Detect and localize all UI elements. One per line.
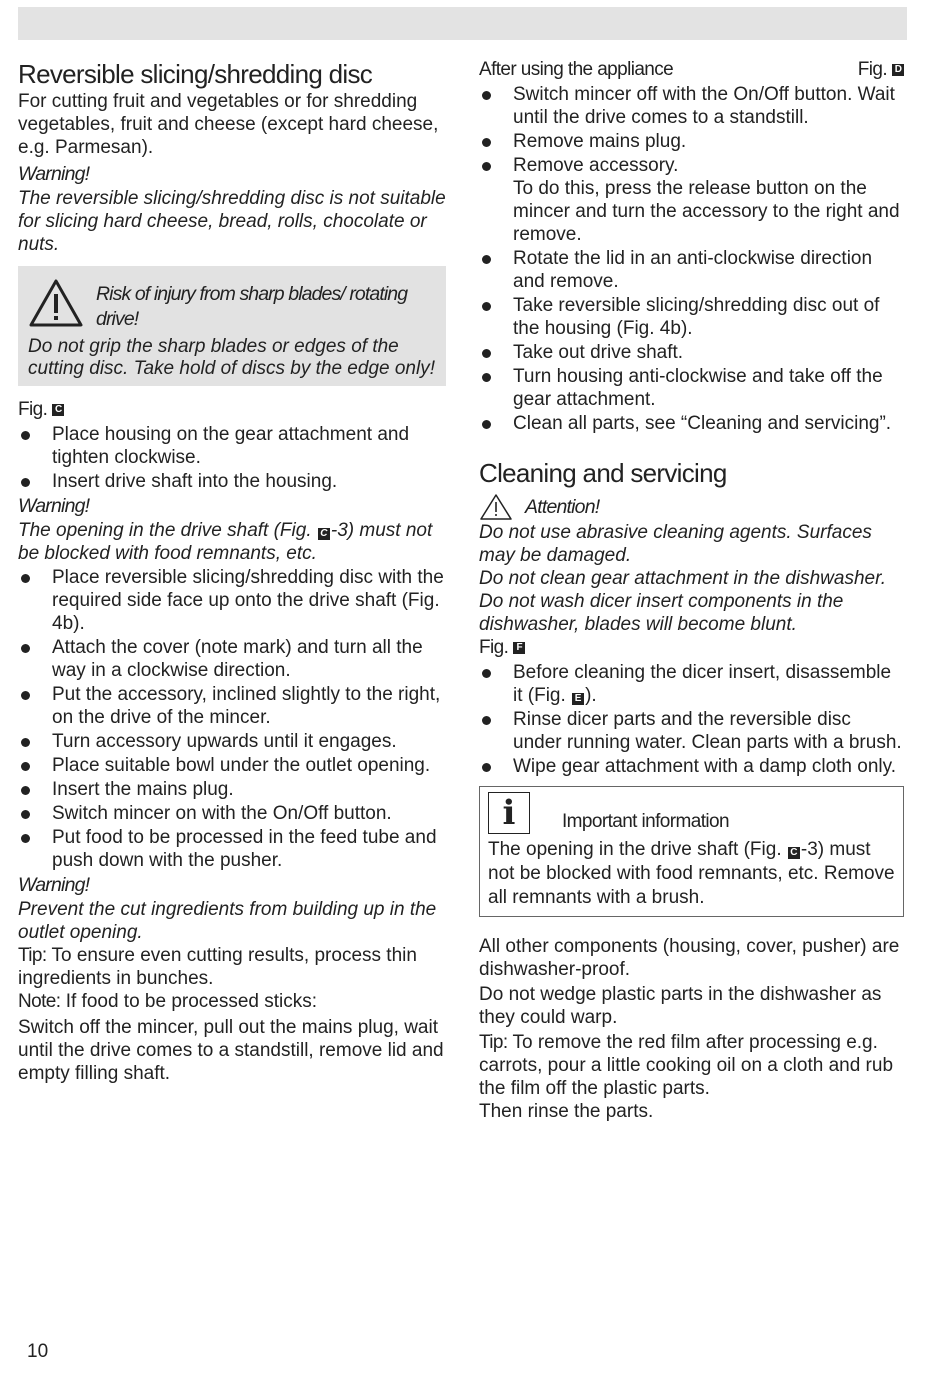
- cleaning-list: [479, 661, 904, 778]
- fig-c-badge: C: [318, 528, 330, 540]
- attention-triangle-icon: [479, 493, 513, 521]
- info-heading: Important information: [562, 811, 729, 832]
- intro-paragraph: For cutting fruit and vegetables or for shredding vegetables, fruit and cheese (except hard cheese, e.g. Parmesan).: [18, 91, 439, 158]
- warning-heading: Warning!: [18, 495, 90, 517]
- fig-c-badge: C: [788, 847, 800, 859]
- section-title-cleaning: Cleaning and servicing: [479, 458, 727, 488]
- list-item: Rinse dicer parts and the reversible disc under running water. Clean parts with a brush.: [479, 708, 904, 754]
- warning-heading: Warning!: [18, 163, 90, 185]
- list-item: Insert the mains plug.: [18, 778, 446, 801]
- list-item: Take out drive shaft.: [479, 341, 904, 364]
- list-item: Put food to be processed in the feed tube and push down with the pusher.: [18, 826, 446, 872]
- list-item: Clean all parts, see “Cleaning and servicing”.: [479, 412, 904, 435]
- list-item: Remove mains plug.: [479, 130, 904, 153]
- warning-text: Prevent the cut ingredients from building up in the outlet opening.: [18, 899, 437, 943]
- list-item: Turn housing anti-clockwise and take off the gear attachment.: [479, 365, 904, 411]
- fig-f-badge: F: [513, 642, 525, 654]
- fig-c-badge: C: [52, 404, 64, 416]
- right-column: [479, 58, 904, 1123]
- steps-list-1: [18, 423, 446, 493]
- list-item: Turn accessory upwards until it engages.: [18, 730, 446, 753]
- note-instructions: Switch off the mincer, pull out the mains plug, wait until the drive comes to a standstill, remove lid and empty filling shaft.: [18, 1017, 444, 1084]
- risk-text: Do not grip the sharp blades or edges of the cutting disc. Take hold of discs by the edge only!: [28, 336, 435, 379]
- steps-list-2: [18, 566, 446, 872]
- risk-heading: Risk of injury from sharp blades/ rotating drive!: [96, 283, 408, 330]
- header-bar: [18, 7, 907, 40]
- fig-f-heading: Fig. F: [479, 636, 904, 660]
- info-text: The opening in the drive shaft (Fig. C -3) must not be blocked with food remnants, etc. Remove all remnants with a brush.: [488, 839, 895, 908]
- fig-e-badge: E: [572, 693, 584, 705]
- note-label: Note:: [18, 991, 61, 1012]
- list-item: Switch mincer on with the On/Off button.: [18, 802, 446, 825]
- fig-d-heading: Fig. D: [858, 58, 904, 82]
- risk-warning-box: [18, 266, 446, 386]
- tip-label: Tip:: [479, 1032, 508, 1053]
- warning-triangle-icon: [28, 278, 84, 328]
- list-item: Attach the cover (note mark) and turn all the way in a clockwise direction.: [18, 636, 446, 682]
- list-item: Place reversible slicing/shredding disc with the required side face up onto the drive shaft (Fig. 4b).: [18, 566, 446, 635]
- after-use-heading-row: [479, 58, 904, 82]
- list-item: Switch mincer off with the On/Off button. Wait until the drive comes to a standstill.: [479, 83, 904, 129]
- section-title-disc: Reversible slicing/shredding disc: [18, 59, 373, 89]
- tip-paragraph: Tip: To ensure even cutting results, process thin ingredients in bunches.: [18, 945, 417, 989]
- after-use-heading: After using the appliance: [479, 59, 674, 80]
- rinse-paragraph: Then rinse the parts.: [479, 1101, 654, 1122]
- tip-label: Tip:: [18, 945, 47, 966]
- after-use-list: [479, 83, 904, 435]
- note-paragraph: Note: If food to be processed sticks:: [18, 991, 318, 1012]
- info-icon: i: [488, 792, 530, 834]
- warning-heading: Warning!: [18, 874, 90, 896]
- list-item: Before cleaning the dicer insert, disassemble it (Fig. E ).: [479, 661, 904, 707]
- important-info-box: [479, 786, 904, 917]
- dishwasher-paragraph: All other components (housing, cover, pusher) are dishwasher-proof.: [479, 936, 900, 980]
- fig-c-heading: Fig. C: [18, 398, 446, 422]
- list-item: Insert drive shaft into the housing.: [18, 470, 446, 493]
- list-item: Put the accessory, inclined slightly to the right, on the drive of the mincer.: [18, 683, 446, 729]
- warning-text: The reversible slicing/shredding disc is not suitable for slicing hard cheese, bread, rolls, chocolate or nuts.: [18, 188, 446, 255]
- list-item: Place housing on the gear attachment and tighten clockwise.: [18, 423, 446, 469]
- page-number: 10: [27, 1341, 49, 1362]
- warp-paragraph: Do not wedge plastic parts in the dishwasher as they could warp.: [479, 984, 882, 1028]
- fig-d-badge: D: [892, 64, 904, 76]
- list-item: Wipe gear attachment with a damp cloth only.: [479, 755, 904, 778]
- tip-paragraph: Tip: To remove the red film after processing e.g. carrots, pour a little cooking oil on a cloth and rub the film off the plastic parts.: [479, 1032, 894, 1099]
- left-column: [18, 58, 446, 1085]
- warning-text: The opening in the drive shaft (Fig. C -3) must not be blocked with food remnants, etc.: [18, 520, 433, 564]
- list-item: Take reversible slicing/shredding disc out of the housing (Fig. 4b).: [479, 294, 904, 340]
- list-item: Remove accessory. To do this, press the release button on the mincer and turn the accessory to the right and remove.: [479, 154, 904, 246]
- list-item: Place suitable bowl under the outlet opening.: [18, 754, 446, 777]
- attention-text: Do not use abrasive cleaning agents. Surfaces may be damaged. Do not clean gear attachment in the dishwasher. Do not wash dicer insert components in the dishwasher, blades will become blunt.: [479, 522, 886, 635]
- list-item: Rotate the lid in an anti-clockwise direction and remove.: [479, 247, 904, 293]
- attention-heading: Attention!: [479, 493, 904, 521]
